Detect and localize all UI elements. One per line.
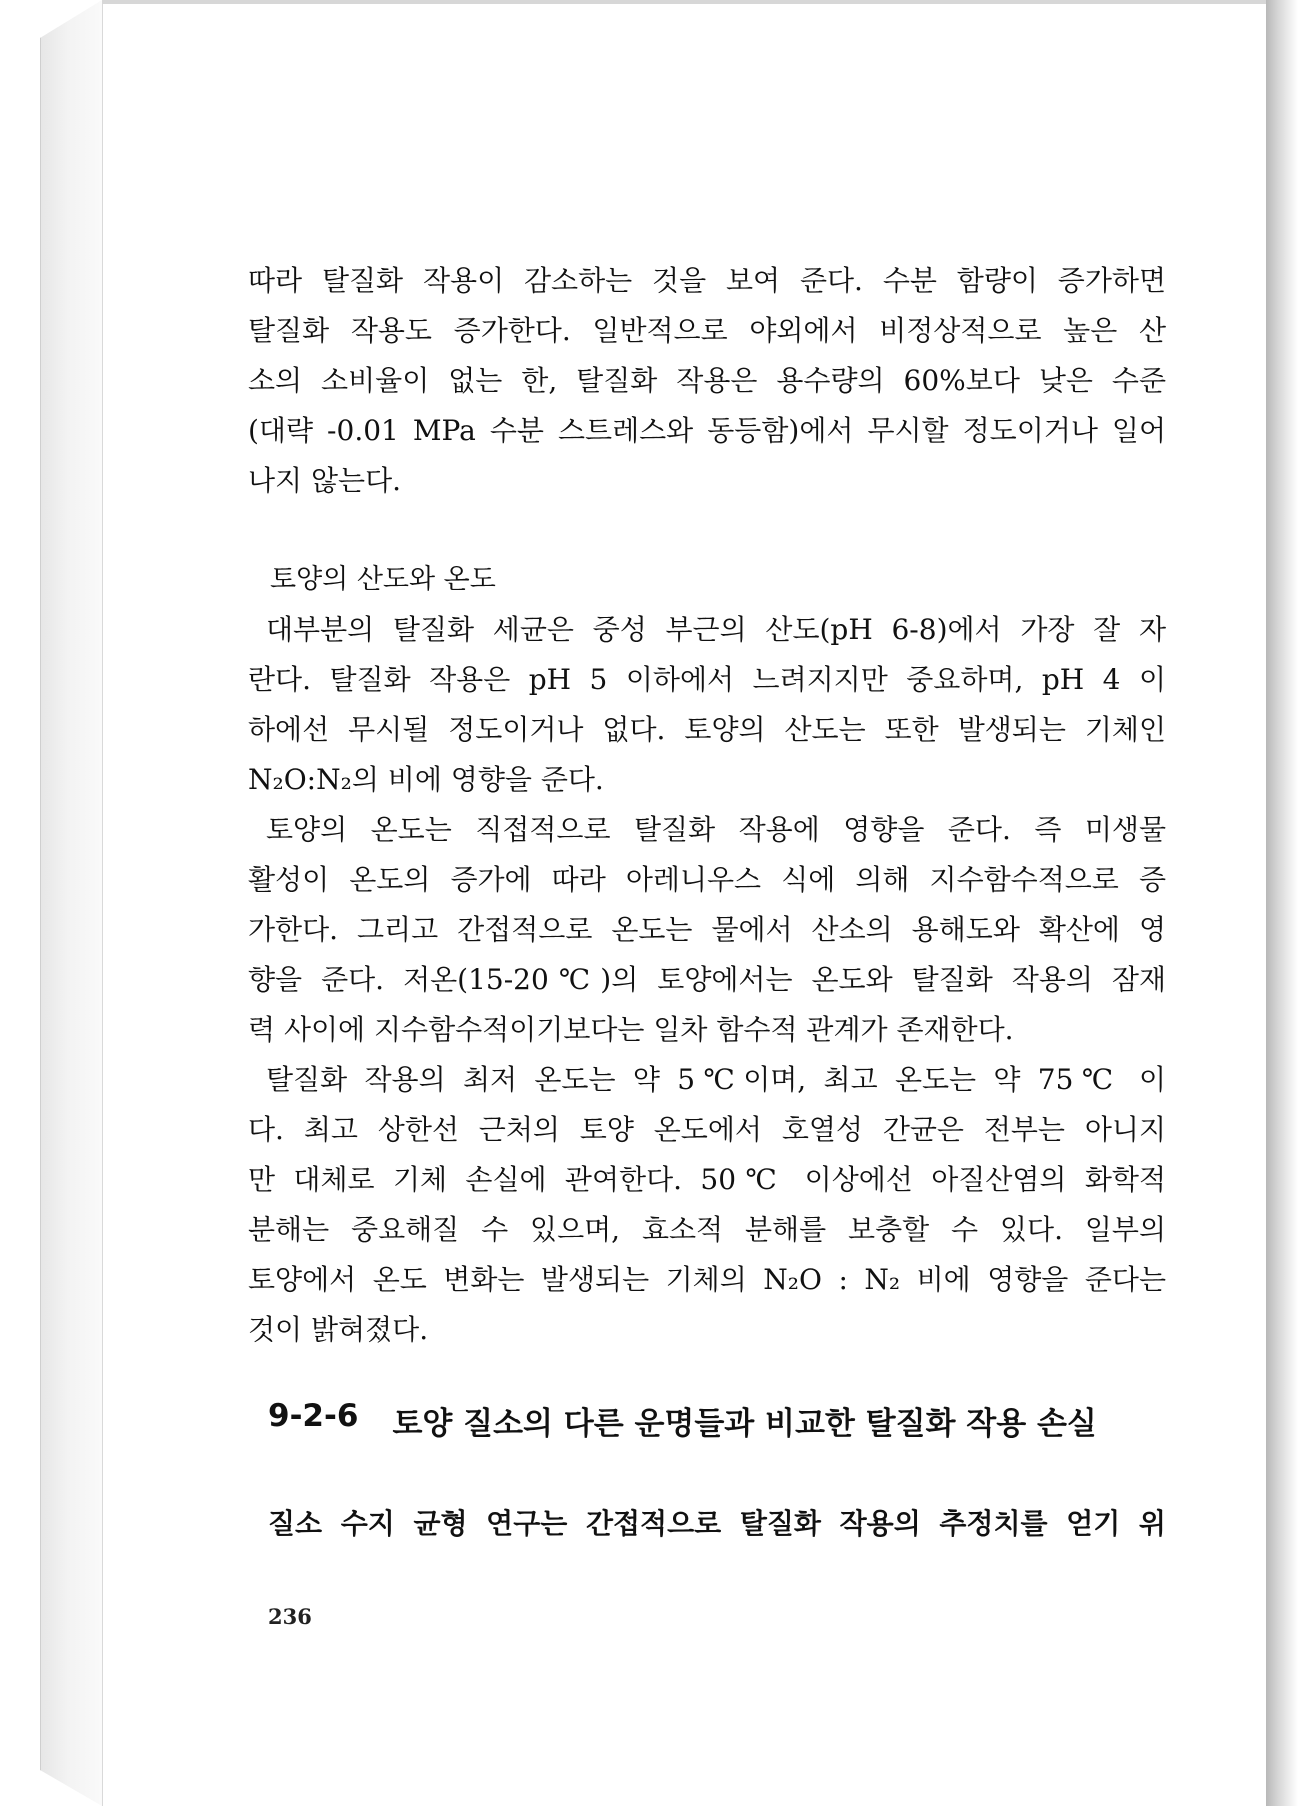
text-line: 만 대체로 기체 손실에 관여한다. 50℃ 이상에선 아질산염의 화학적 — [248, 1163, 1166, 1196]
text-line: 향을 준다. 저온(15-20℃)의 토양에서는 온도와 탈질화 작용의 잠재 — [248, 963, 1166, 996]
text-line: 따라 탈질화 작용이 감소하는 것을 보여 준다. 수분 함량이 증가하면 — [248, 264, 1166, 297]
text-line: 소의 소비율이 없는 한, 탈질화 작용은 용수량의 60%보다 낮은 수준 — [248, 364, 1166, 397]
section-title: 토양 질소의 다른 운명들과 비교한 탈질화 작용 손실 — [392, 1406, 1097, 1442]
text-line: 다. 최고 상한선 근처의 토양 온도에서 호열성 간균은 전부는 아니지 — [248, 1113, 1166, 1146]
text-line: 탈질화 작용의 최저 온도는 약 5℃이며, 최고 온도는 약 75℃ 이 — [266, 1063, 1166, 1096]
text-line: 란다. 탈질화 작용은 pH 5 이하에서 느려지지만 중요하며, pH 4 이 — [248, 663, 1166, 696]
text-line: 토양의 온도는 직접적으로 탈질화 작용에 영향을 준다. 즉 미생물 — [266, 813, 1166, 846]
text-line: 탈질화 작용도 증가한다. 일반적으로 야외에서 비정상적으로 높은 산 — [248, 314, 1166, 347]
text-line: 것이 밝혀졌다. — [248, 1313, 429, 1346]
text-line: 토양에서 온도 변화는 발생되는 기체의 N₂O : N₂ 비에 영향을 준다는 — [248, 1263, 1166, 1296]
text-line: 대부분의 탈질화 세균은 중성 부근의 산도(pH 6-8)에서 가장 잘 자 — [266, 613, 1166, 646]
text-line: 하에선 무시될 정도이거나 없다. 토양의 산도는 또한 발생되는 기체인 — [248, 713, 1166, 746]
text-line: (대략 -0.01 MPa 수분 스트레스와 동등함)에서 무시할 정도이거나 일어 — [248, 414, 1166, 447]
section-heading — [268, 1398, 1166, 1443]
section-body-line: 질소 수지 균형 연구는 간접적으로 탈질화 작용의 추정치를 얻기 위 — [268, 1507, 1166, 1540]
text-line: 가한다. 그리고 간접적으로 온도는 물에서 산소의 용해도와 확산에 영 — [248, 913, 1166, 946]
page-number: 236 — [268, 1604, 312, 1629]
text-line: 나지 않는다. — [248, 464, 402, 497]
text-line: 분해는 중요해질 수 있으며, 효소적 분해를 보충할 수 있다. 일부의 — [248, 1213, 1166, 1246]
text-line: 력 사이에 지수함수적이기보다는 일차 함수적 관계가 존재한다. — [248, 1013, 1014, 1046]
section-number: 9-2-6 — [268, 1398, 359, 1434]
subheading-acidity-temperature: 토양의 산도와 온도 — [270, 564, 496, 595]
paragraph-temperature-range — [248, 1055, 1166, 1355]
paragraph-moisture — [248, 256, 1166, 506]
paragraph-temperature — [248, 805, 1166, 1055]
book-spine — [40, 0, 102, 1806]
text-line: 활성이 온도의 증가에 따라 아레니우스 식에 의해 지수함수적으로 증 — [248, 863, 1166, 896]
paragraph-acidity — [248, 605, 1166, 805]
text-line: N₂O:N₂의 비에 영향을 준다. — [248, 763, 604, 796]
page-shadow — [1266, 0, 1298, 1806]
